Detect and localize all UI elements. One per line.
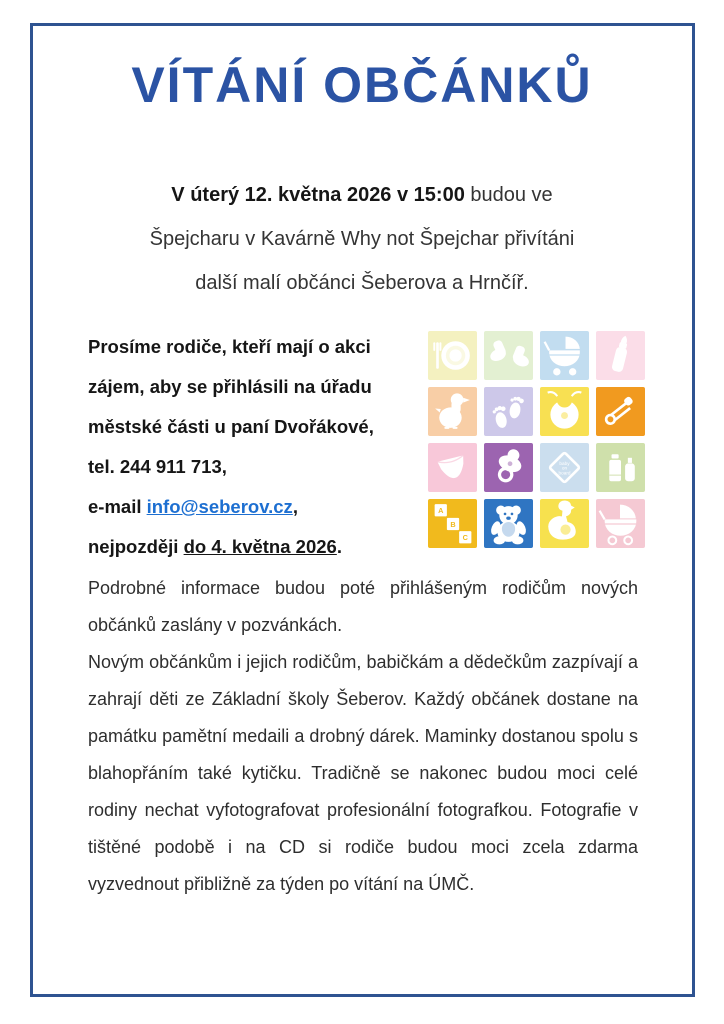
safety-pin-icon (596, 387, 645, 436)
body-paragraph: Podrobné informace budou poté přihlášeným rodičům nových občánků zaslány v pozvánkách. (88, 578, 638, 635)
svg-text:baby: baby (559, 460, 570, 466)
text-segment: , (292, 496, 298, 517)
svg-text:board: board (558, 470, 571, 476)
bib-icon (540, 387, 589, 436)
text-segment: další malí občánci Šeberova a Hrnčíř. (195, 272, 529, 294)
text-line (88, 367, 428, 407)
deadline-text: do 4. května 2026 (183, 536, 337, 557)
text-segment: Prosíme rodiče, kteří mají o akci (88, 336, 371, 357)
baby-on-board-icon (540, 443, 589, 492)
lotion-icon (596, 443, 645, 492)
text-segment: městské části u paní Dvořákové, (88, 416, 374, 437)
text-line (60, 261, 664, 305)
svg-text:A: A (438, 506, 444, 516)
body-text (88, 570, 638, 903)
text-segment: e-mail (88, 496, 147, 517)
footprints-icon (484, 387, 533, 436)
svg-text:on: on (561, 465, 568, 471)
text-segment: budou ve (464, 184, 553, 206)
text-line (60, 173, 664, 217)
text-segment: zájem, aby se přihlásili na úřadu (88, 376, 372, 397)
teddy-bear-icon (484, 499, 533, 548)
email-link[interactable]: info@seberov.cz (146, 496, 293, 517)
duckling-icon (428, 387, 477, 436)
svg-text:B: B (450, 519, 456, 529)
text-segment: Špejcharu v Kavárně Why not Špejchar přivítáni (149, 228, 575, 250)
text-line (88, 327, 428, 367)
text-segment: nejpozději (88, 536, 184, 557)
diaper-icon (428, 443, 477, 492)
pram-icon (540, 331, 589, 380)
text-line (88, 527, 428, 567)
baby-plate-icon (428, 331, 477, 380)
svg-text:C: C (462, 533, 468, 543)
booties-icon (484, 331, 533, 380)
pacifier-icon (484, 443, 533, 492)
contact-paragraph (88, 327, 428, 567)
text-segment: tel. 244 911 713, (88, 456, 227, 477)
text-line (88, 407, 428, 447)
baby-icons-grid (428, 331, 645, 548)
bassinet-icon (596, 499, 645, 548)
rocking-duck-icon (540, 499, 589, 548)
intro-paragraph (60, 173, 664, 305)
text-line (88, 487, 428, 527)
text-segment: . (336, 536, 342, 557)
text-segment: V úterý 12. května 2026 v 15:00 (171, 184, 465, 206)
baby-bottle-icon (596, 331, 645, 380)
text-line (60, 217, 664, 261)
abc-blocks-icon (428, 499, 477, 548)
body-paragraph: Novým občánkům i jejich rodičům, babičkám a dědečkům zazpívají a zahrají děti ze Základní školy Šeberov. Každý občánek dostane na památku pamětní medaili a drobný dárek. Maminky dostanou spolu s blahopřáním také kytičku. Tradičně se nakonec budou moci celé rodiny nechat vyfotografovat profesionální fotografkou. Fotografie v tištěné podobě i na CD si rodiče budou moci zcela zdarma vyzvednout přibližně za týden po vítání na ÚMČ. (88, 652, 638, 894)
text-line (88, 447, 428, 487)
page-title: VÍTÁNÍ OBČÁNKŮ (131, 57, 593, 113)
